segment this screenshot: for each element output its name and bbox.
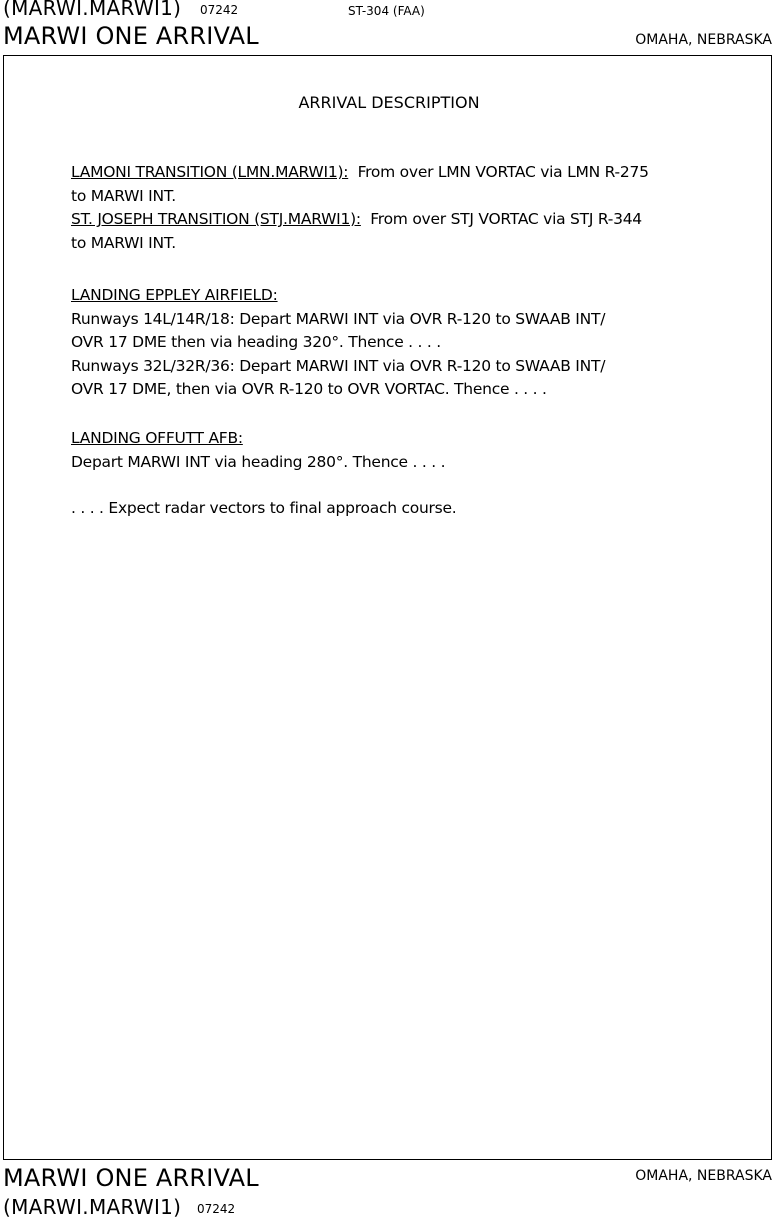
footer-procedure-code: (MARWI.MARWI1) xyxy=(3,1195,182,1219)
transition-route-cont: to MARWI INT. xyxy=(71,233,176,252)
landing-offutt-line: Depart MARWI INT via heading 280°. Thence . . . . xyxy=(71,452,446,471)
landing-eppley-line: OVR 17 DME, then via OVR R-120 to OVR VORTAC. Thence . . . . xyxy=(71,380,547,398)
transition-label: ST. JOSEPH TRANSITION (STJ.MARWI1): xyxy=(71,210,361,228)
transition-route: From over STJ VORTAC via STJ R-344 xyxy=(370,210,642,228)
landing-eppley-label: LANDING EPPLEY AIRFIELD: xyxy=(71,286,278,304)
transition-route: From over LMN VORTAC via LMN R-275 xyxy=(357,163,649,181)
landing-offutt-label: LANDING OFFUTT AFB: xyxy=(71,429,243,447)
landing-eppley-line: Runways 14L/14R/18: Depart MARWI INT via OVR R-120 to SWAAB INT/ xyxy=(71,309,606,328)
landing-eppley-line: OVR 17 DME then via heading 320°. Thence . . . . xyxy=(71,333,441,351)
chart-title: MARWI ONE ARRIVAL xyxy=(3,22,259,50)
transition-block-lamoni xyxy=(71,161,649,208)
landing-eppley-line: Runways 32L/32R/36: Depart MARWI INT via OVR R-120 to SWAAB INT/ xyxy=(71,356,606,375)
final-note: . . . . Expect radar vectors to final approach course. xyxy=(71,499,457,517)
amendment-number: 07242 xyxy=(200,3,239,17)
footer-chart-title: MARWI ONE ARRIVAL xyxy=(3,1164,259,1192)
transition-label: LAMONI TRANSITION (LMN.MARWI1): xyxy=(71,163,349,181)
landing-offutt-block xyxy=(71,427,445,474)
chart-id: ST-304 (FAA) xyxy=(348,4,425,18)
city-state: OMAHA, NEBRASKA xyxy=(635,32,772,48)
transition-block-st-joseph xyxy=(71,208,642,255)
footer-city-state: OMAHA, NEBRASKA xyxy=(635,1168,772,1184)
procedure-code: (MARWI.MARWI1) xyxy=(3,0,182,20)
footer-amendment-number: 07242 xyxy=(197,1202,236,1216)
transition-route-cont: to MARWI INT. xyxy=(71,186,176,205)
landing-eppley-block xyxy=(71,284,605,402)
arrival-description-heading: ARRIVAL DESCRIPTION xyxy=(298,93,480,112)
